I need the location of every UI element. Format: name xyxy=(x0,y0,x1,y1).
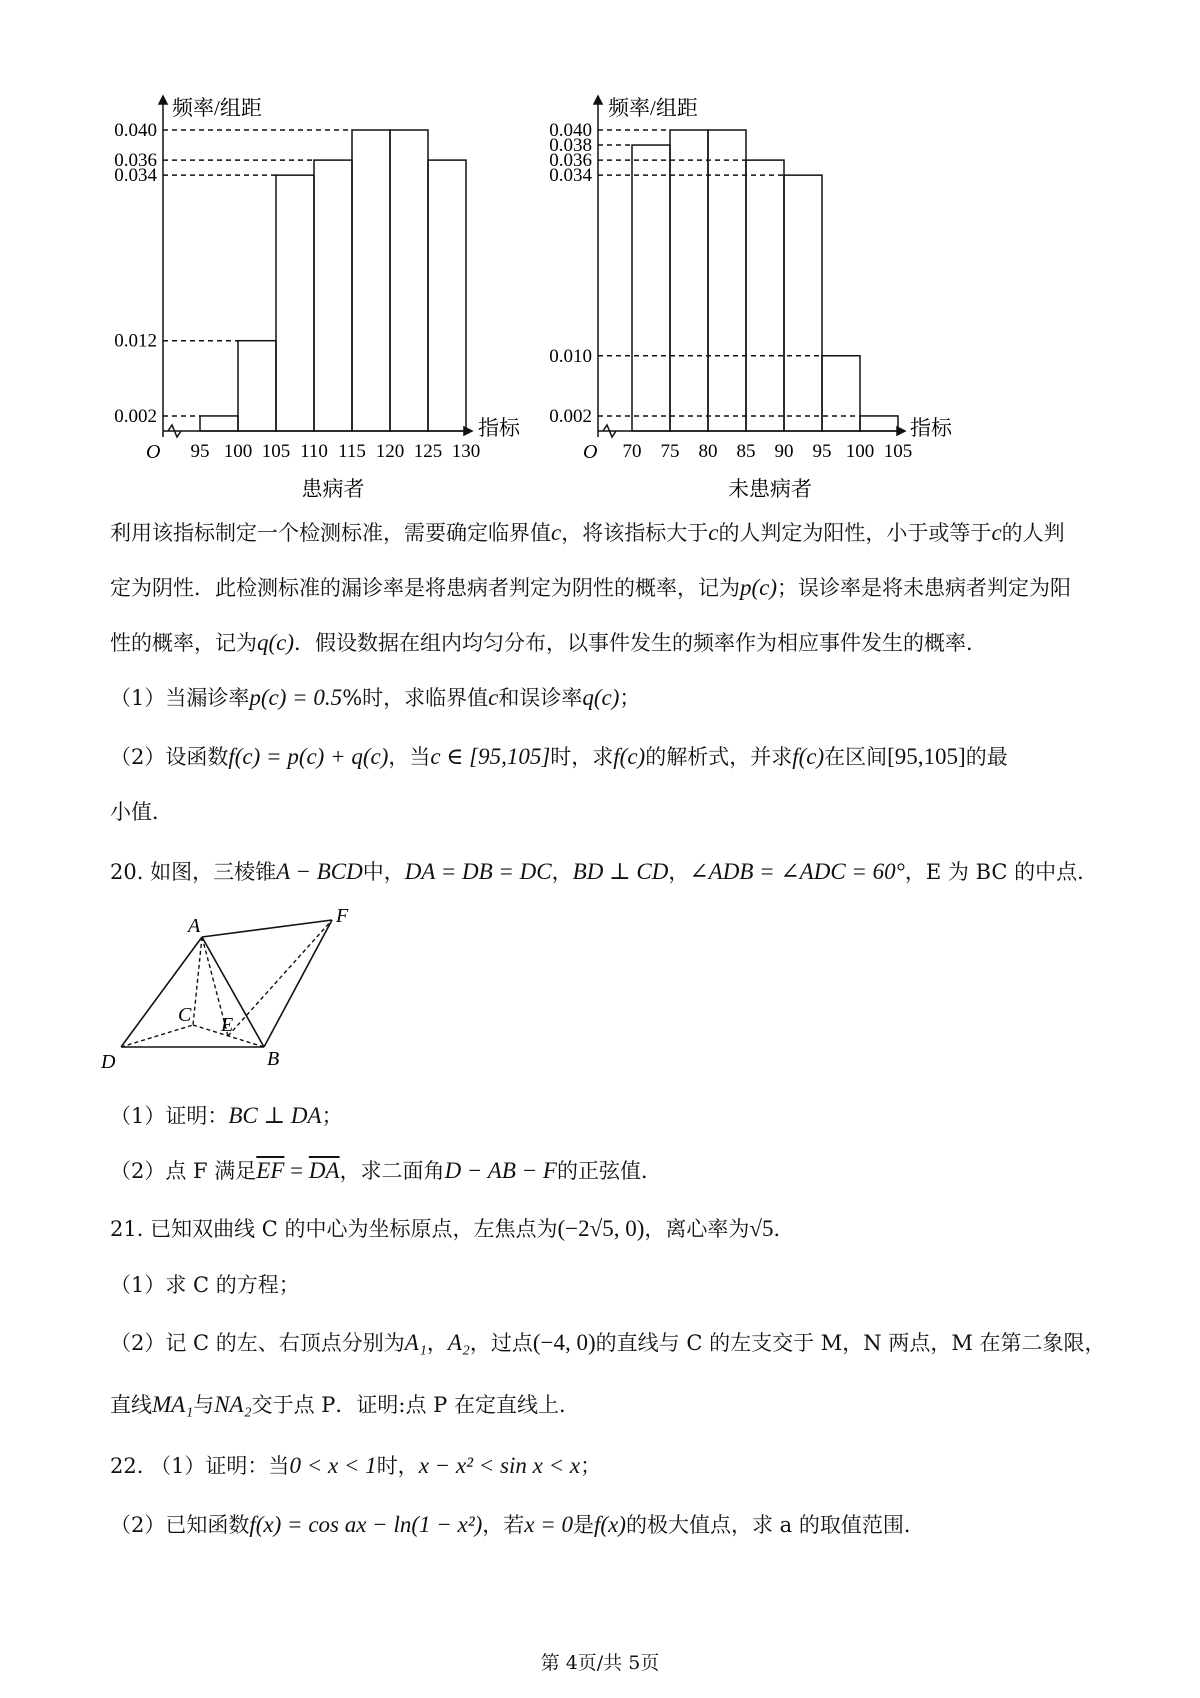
chart1-ytick-label: 0.036 xyxy=(114,150,157,172)
q21-2: （2）记 C 的左、右顶点分别为A₁，A₂，过点(−4, 0)的直线与 C 的左支交于 M，N 两点，M 在第二象限， xyxy=(110,1330,1106,1355)
edge-AF xyxy=(202,920,332,937)
chart2-xtick-label: 105 xyxy=(883,441,913,462)
chart2-bar xyxy=(822,356,860,431)
chart1-xtick-label: 130 xyxy=(451,441,481,462)
chart1-xtick-label: 120 xyxy=(375,441,405,462)
chart2-ytick-label: 0.038 xyxy=(549,135,592,157)
point-A: A xyxy=(188,915,201,937)
chart2-y-arrow xyxy=(594,96,602,104)
q19-2-cont: 小值． xyxy=(110,800,173,824)
chart1-xtick-label: 95 xyxy=(190,441,210,462)
chart2-xtick-label: 75 xyxy=(660,441,680,462)
chart2-xtick-label: 85 xyxy=(736,441,756,462)
chart2-xtick-label: 95 xyxy=(812,441,832,462)
page-footer: 第 4页/共 5页 xyxy=(540,1652,660,1674)
para-19-line2: 定为阴性．此检测标准的漏诊率是将患病者判定为阴性的概率，记为p(c)；误诊率是将未患病者判定为阳 xyxy=(110,575,1072,600)
point-F: F xyxy=(336,905,349,927)
histogram-healthy xyxy=(0,0,1200,510)
chart1-xlabel: 指标 xyxy=(478,416,520,440)
problem-20: 20. 如图，三棱锥A − BCD中，DA = DB = DC，BD ⊥ CD，∠ADB = ∠ADC = 60°，E 为 BC 的中点． xyxy=(110,859,1099,884)
chart1-ytick-label: 0.040 xyxy=(114,120,157,141)
chart1-ylabel: 频率/组距 xyxy=(172,96,262,120)
chart2-caption: 未患病者 xyxy=(728,477,812,501)
chart2-ytick-label: 0.002 xyxy=(549,405,592,427)
edge-FB xyxy=(264,920,332,1047)
chart1-xtick-label: 115 xyxy=(338,441,366,462)
chart2-ylabel: 频率/组距 xyxy=(608,96,698,120)
chart2-ytick-label: 0.034 xyxy=(549,165,592,187)
chart1-ytick-label: 0.012 xyxy=(114,330,157,352)
chart1-xtick-label: 105 xyxy=(261,441,291,462)
q21-2-cont: 直线MA₁与NA₂交于点 P．证明:点 P 在定直线上． xyxy=(110,1392,580,1417)
point-E: E xyxy=(221,1014,234,1036)
chart1-xtick-label: 100 xyxy=(223,441,253,462)
chart1-ytick-label: 0.002 xyxy=(114,405,157,427)
chart1-xtick-label: 110 xyxy=(300,441,328,462)
q20-1: （1）证明：BC ⊥ DA； xyxy=(110,1103,343,1128)
chart2-bar xyxy=(632,145,670,431)
chart2-ytick-label: 0.010 xyxy=(549,345,592,367)
chart2-xtick-label: 90 xyxy=(774,441,794,462)
chart2-bar xyxy=(860,416,898,431)
chart1-xtick-label: 125 xyxy=(413,441,443,462)
para-19-line3: 性的概率，记为q(c)．假设数据在组内均匀分布，以事件发生的频率作为相应事件发生的概率． xyxy=(110,630,988,655)
problem-21: 21. 已知双曲线 C 的中心为坐标原点，左焦点为(−2√5, 0)，离心率为√5． xyxy=(110,1216,795,1241)
point-D: D xyxy=(101,1051,116,1073)
chart1-ytick-label: 0.034 xyxy=(114,165,157,187)
chart2-xtick-label: 100 xyxy=(845,441,875,462)
pyramid-figure xyxy=(100,905,380,1075)
problem-22: 22. （1）证明：当0 < x < 1时，x − x² < sin x < x； xyxy=(110,1453,602,1478)
edge-AC xyxy=(193,937,202,1025)
para-19-line1: 利用该指标制定一个检测标准，需要确定临界值c，将该指标大于c的人判定为阳性，小于或等于c的人判 xyxy=(110,520,1065,545)
point-C: C xyxy=(178,1004,192,1026)
chart1-origin: O xyxy=(146,441,161,463)
chart2-origin: O xyxy=(583,441,598,463)
q21-1: （1）求 C 的方程； xyxy=(110,1273,300,1297)
chart2-xlabel: 指标 xyxy=(910,416,952,440)
chart2-xtick-label: 70 xyxy=(622,441,642,462)
edge-AD xyxy=(121,937,202,1047)
vector-EF: $\overline{EF}$ xyxy=(256,1158,285,1183)
chart1-caption: 患病者 xyxy=(301,477,365,501)
chart2-bar xyxy=(746,160,784,431)
edge-DC xyxy=(121,1025,193,1047)
point-B: B xyxy=(267,1048,280,1070)
q19-1: （1）当漏诊率p(c) = 0.5%时，求临界值c和误诊率q(c)； xyxy=(110,685,641,710)
chart2-xtick-label: 80 xyxy=(698,441,718,462)
q20-2: （2）点 F 满足$\overline{EF} = \overline{DA}$，求二面角D − AB − F的正弦值． xyxy=(110,1158,662,1183)
q19-2: （2）设函数f(c) = p(c) + q(c)，当c ∈ [95,105]时，求f(c)的解析式，并求f(c)在区间[95,105]的最 xyxy=(110,744,1008,769)
chart2-bar xyxy=(784,175,822,431)
chart2-ytick-label: 0.036 xyxy=(549,150,592,172)
chart2-ytick-label: 0.040 xyxy=(549,120,592,141)
q22-2: （2）已知函数f(x) = cos ax − ln(1 − x²)，若x = 0是f(x)的极大值点，求 a 的取值范围． xyxy=(110,1512,925,1537)
vector-DA: $\overline{DA}$ xyxy=(308,1158,340,1183)
